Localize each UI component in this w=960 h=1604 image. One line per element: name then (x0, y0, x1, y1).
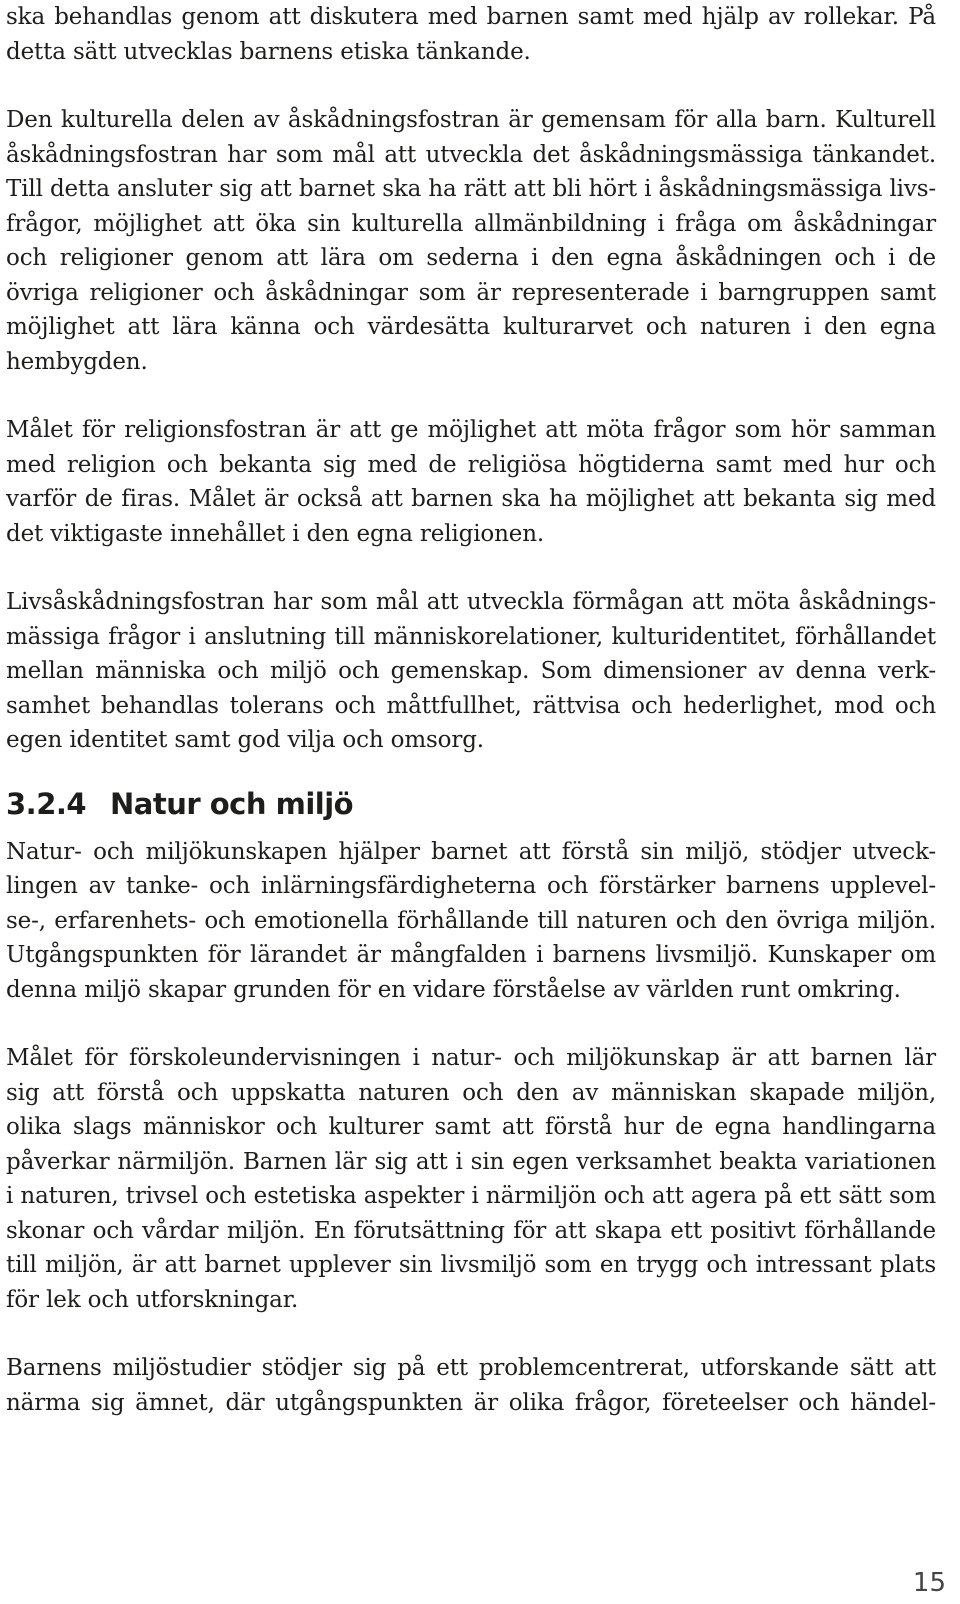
text-line: varför de firas. Målet är också att barnen ska ha möjlighet att bekanta sig med (6, 486, 936, 512)
paragraph (6, 0, 936, 69)
page-number: 15 (912, 1568, 946, 1598)
section-heading (6, 784, 936, 824)
text-line: åskådningsfostran har som mål att utveckla det åskådningsmässiga tänkandet. (6, 141, 936, 168)
section-title: Natur och miljö (110, 786, 354, 821)
paragraph (6, 835, 936, 1008)
paragraph (6, 1351, 936, 1420)
text-line: Barnens miljöstudier stödjer sig på ett problemcentrerat, utforskande sätt att (6, 1355, 936, 1381)
text-line: Utgångspunkten för lärandet är mångfalden i barnens livsmiljö. Kunskaper om (6, 942, 936, 968)
paragraph (6, 585, 936, 758)
paragraph-gap (6, 551, 936, 585)
text-line: det viktigaste innehållet i den egna religionen. (6, 520, 545, 547)
text-line: mellan människa och miljö och gemenskap. Som dimensioner av denna verk- (6, 658, 936, 684)
text-line: Till detta ansluter sig att barnet ska ha rätt att bli hört i åskådningsmässiga livs- (6, 176, 936, 202)
text-line: olika slags människor och kulturer samt att förstå hur de egna handlingarna (6, 1114, 936, 1140)
paragraph-gap (6, 69, 936, 103)
paragraph (6, 103, 936, 379)
text-line: för lek och utforskningar. (6, 1286, 299, 1313)
paragraph-gap (6, 1317, 936, 1351)
text-line: samhet behandlas tolerans och måttfullhet, rättvisa och hederlighet, mod och (6, 692, 936, 719)
text-line: skonar och vårdar miljön. En förutsättning för att skapa ett positivt förhållande (6, 1217, 936, 1244)
text-line: till miljön, är att barnet upplever sin livsmiljö som en trygg och intressant plats (6, 1252, 936, 1278)
text-line: detta sätt utvecklas barnens etiska tänkande. (6, 38, 531, 65)
text-line: Målet för förskoleundervisningen i natur- och miljökunskap är att barnen lär (6, 1045, 936, 1071)
text-line: i naturen, trivsel och estetiska aspekter i närmiljön och att agera på ett sätt som (6, 1183, 936, 1209)
paragraph-gap (6, 379, 936, 413)
text-line: mässiga frågor i anslutning till människorelationer, kulturidentitet, förhållandet (6, 623, 936, 650)
paragraph-gap (6, 1007, 936, 1041)
paragraph (6, 1041, 936, 1317)
text-line: övriga religioner och åskådningar som är representerade i barngruppen samt (6, 279, 936, 306)
paragraph (6, 413, 936, 551)
text-line: närma sig ämnet, där utgångspunkten är olika frågor, företeelser och händel- (6, 1389, 936, 1416)
text-line: hembygden. (6, 348, 148, 375)
text-line: se-, erfarenhets- och emotionella förhållande till naturen och den övriga miljön. (6, 907, 936, 934)
text-line: och religioner genom att lära om sederna i den egna åskådningen och i de (6, 245, 936, 271)
text-line: påverkar närmiljön. Barnen lär sig att i sin egen verksamhet beakta variationen (6, 1148, 936, 1175)
text-line: sig att förstå och uppskatta naturen och den av människan skapade miljön, (6, 1079, 936, 1106)
text-line: möjlighet att lära känna och värdesätta kulturarvet och naturen i den egna (6, 314, 936, 340)
text-line: egen identitet samt god vilja och omsorg. (6, 727, 484, 753)
text-line: denna miljö skapar grunden för en vidare förståelse av världen runt omkring. (6, 976, 901, 1003)
text-line: Den kulturella delen av åskådningsfostran är gemensam för alla barn. Kulturell (6, 107, 936, 133)
section-number: 3.2.4 (6, 786, 87, 821)
text-line: Livsåskådningsfostran har som mål att utveckla förmågan att möta åskådnings- (6, 589, 936, 615)
text-line: Natur- och miljökunskapen hjälper barnet att förstå sin miljö, stödjer utveck- (6, 838, 936, 865)
text-line: lingen av tanke- och inlärningsfärdigheterna och förstärker barnens upplevel- (6, 873, 936, 899)
document-page (6, 0, 936, 1420)
text-line: Målet för religionsfostran är att ge möjlighet att möta frågor som hör samman (6, 417, 936, 443)
text-line: ska behandlas genom att diskutera med barnen samt med hjälp av rollekar. På (6, 4, 936, 30)
text-line: med religion och bekanta sig med de religiösa högtiderna samt med hur och (6, 451, 936, 478)
paragraph-gap (6, 758, 936, 778)
text-line: frågor, möjlighet att öka sin kulturella allmänbildning i fråga om åskådningar (6, 210, 936, 237)
